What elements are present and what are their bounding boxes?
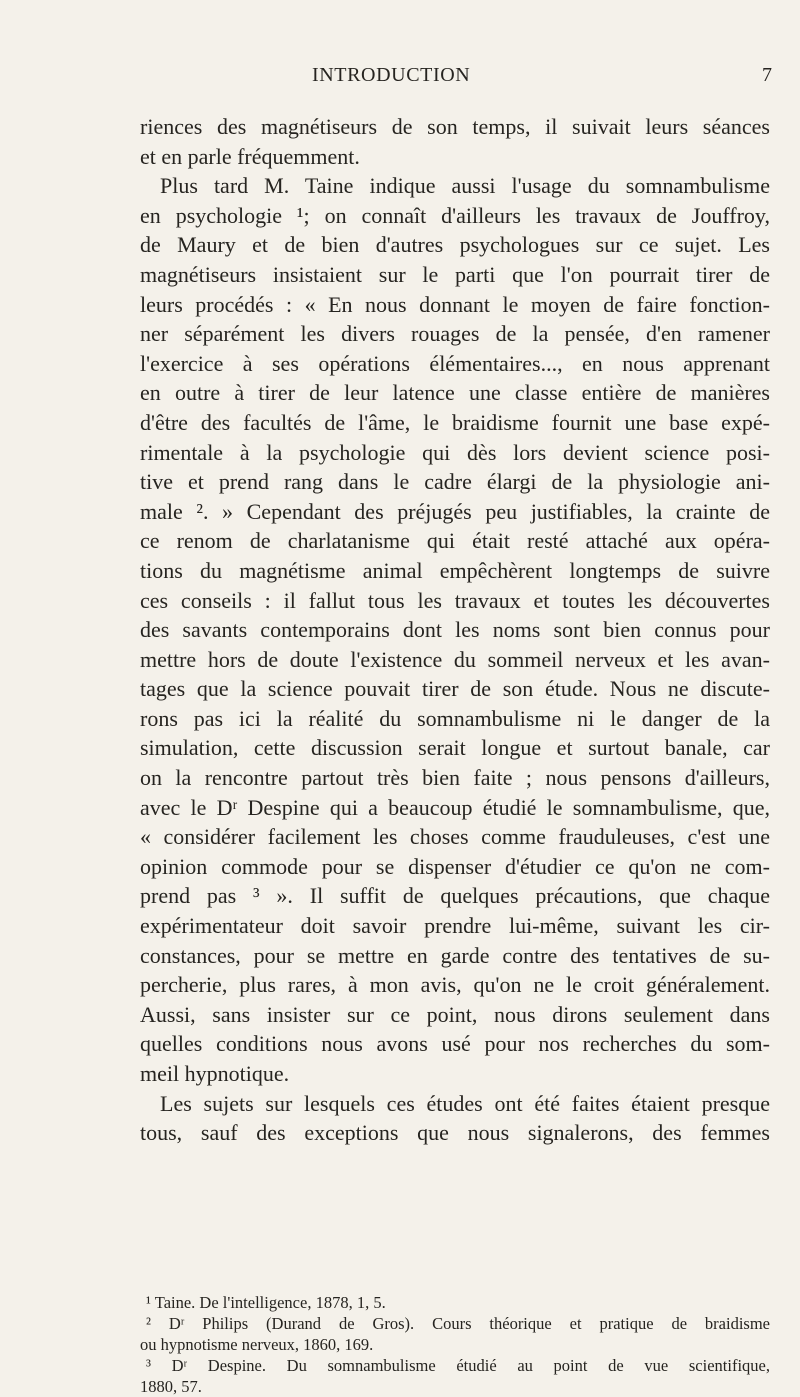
body-line: ce renom de charlatanisme qui était resté attaché aux opéra- [140,528,770,554]
body-line: d'être des facultés de l'âme, le braidisme fournit une base expé- [140,409,770,435]
body-line: tages que la science pouvait tirer de son étude. Nous ne discute- [140,676,770,702]
body-line: Les sujets sur lesquels ces études ont été faites étaient presque [160,1090,770,1116]
body-line: de Maury et de bien d'autres psychologues sur ce sujet. Les [140,232,770,258]
body-line: des savants contemporains dont les noms sont bien connus pour [140,617,770,643]
body-line: quelles conditions nous avons usé pour nos recherches du som- [140,1031,770,1057]
body-text [140,112,770,1148]
body-line: opinion commode pour se dispenser d'étudier ce qu'on ne com- [140,853,770,879]
body-line: on la rencontre partout très bien faite ; nous pensons d'ailleurs, [140,765,770,791]
body-line: tions du magnétisme animal empêchèrent longtemps de suivre [140,557,770,583]
body-line: en psychologie ¹; on connaît d'ailleurs les travaux de Jouffroy, [140,202,770,228]
body-line: ner séparément les divers rouages de la pensée, d'en ramener [140,321,770,347]
body-line: constances, pour se mettre en garde contre des tentatives de su- [140,942,770,968]
body-line: rimentale à la psychologie qui dès lors devient science posi- [140,439,770,465]
body-line: simulation, cette discussion serait longue et surtout banale, car [140,735,770,761]
body-line: Plus tard M. Taine indique aussi l'usage du somnambulisme [160,173,770,199]
footnote-line: ² Dʳ Philips (Durand de Gros). Cours théorique et pratique de braidisme [146,1314,770,1333]
body-line: en outre à tirer de leur latence une classe entière de manières [140,380,770,406]
body-line: « considérer facilement les choses comme frauduleuses, c'est une [140,824,770,850]
footnote-line: ³ Dʳ Despine. Du somnambulisme étudié au point de vue scientifique, [146,1356,770,1375]
body-line: rons pas ici la réalité du somnambulisme ni le danger de la [140,705,770,731]
footnote-line: ou hypnotisme nerveux, 1860, 169. [140,1335,374,1354]
body-line: leurs procédés : « En nous donnant le moyen de faire fonction- [140,291,770,317]
body-line: meil hypnotique. [140,1061,290,1086]
body-line: l'exercice à ses opérations élémentaires..., en nous apprenant [140,350,770,376]
footnote-line: 1880, 57. [140,1377,202,1396]
body-line: et en parle fréquemment. [140,143,360,169]
body-line: avec le Dʳ Despine qui a beaucoup étudié le somnambulisme, que, [140,794,770,820]
body-line: mettre hors de doute l'existence du sommeil nerveux et les avan- [140,646,770,672]
page-number: 7 [762,64,772,86]
body-line: ces conseils : il fallut tous les travaux et toutes les découvertes [140,587,770,613]
body-line: prend pas ³ ». Il suffit de quelques précautions, que chaque [140,883,770,909]
body-line: percherie, plus rares, à mon avis, qu'on ne le croit généralement. [140,972,770,998]
body-line: male ². » Cependant des préjugés peu justifiables, la crainte de [140,498,770,524]
footnotes [140,1292,770,1397]
body-line: riences des magnétiseurs de son temps, il suivait leurs séances [140,114,770,139]
running-head [140,64,772,94]
footnote-line: ¹ Taine. De l'intelligence, 1878, 1, 5. [146,1293,386,1312]
body-line: magnétiseurs insistaient sur le parti que l'on pourrait tirer de [140,261,770,287]
body-line: tive et prend rang dans le cadre élargi de la physiologie ani- [140,469,770,495]
body-line: Aussi, sans insister sur ce point, nous dirons seulement dans [140,1001,770,1027]
body-line: tous, sauf des exceptions que nous signalerons, des femmes [140,1120,770,1146]
body-line: expérimentateur doit savoir prendre lui-même, suivant les cir- [140,913,770,939]
running-title: INTRODUCTION [312,64,471,86]
